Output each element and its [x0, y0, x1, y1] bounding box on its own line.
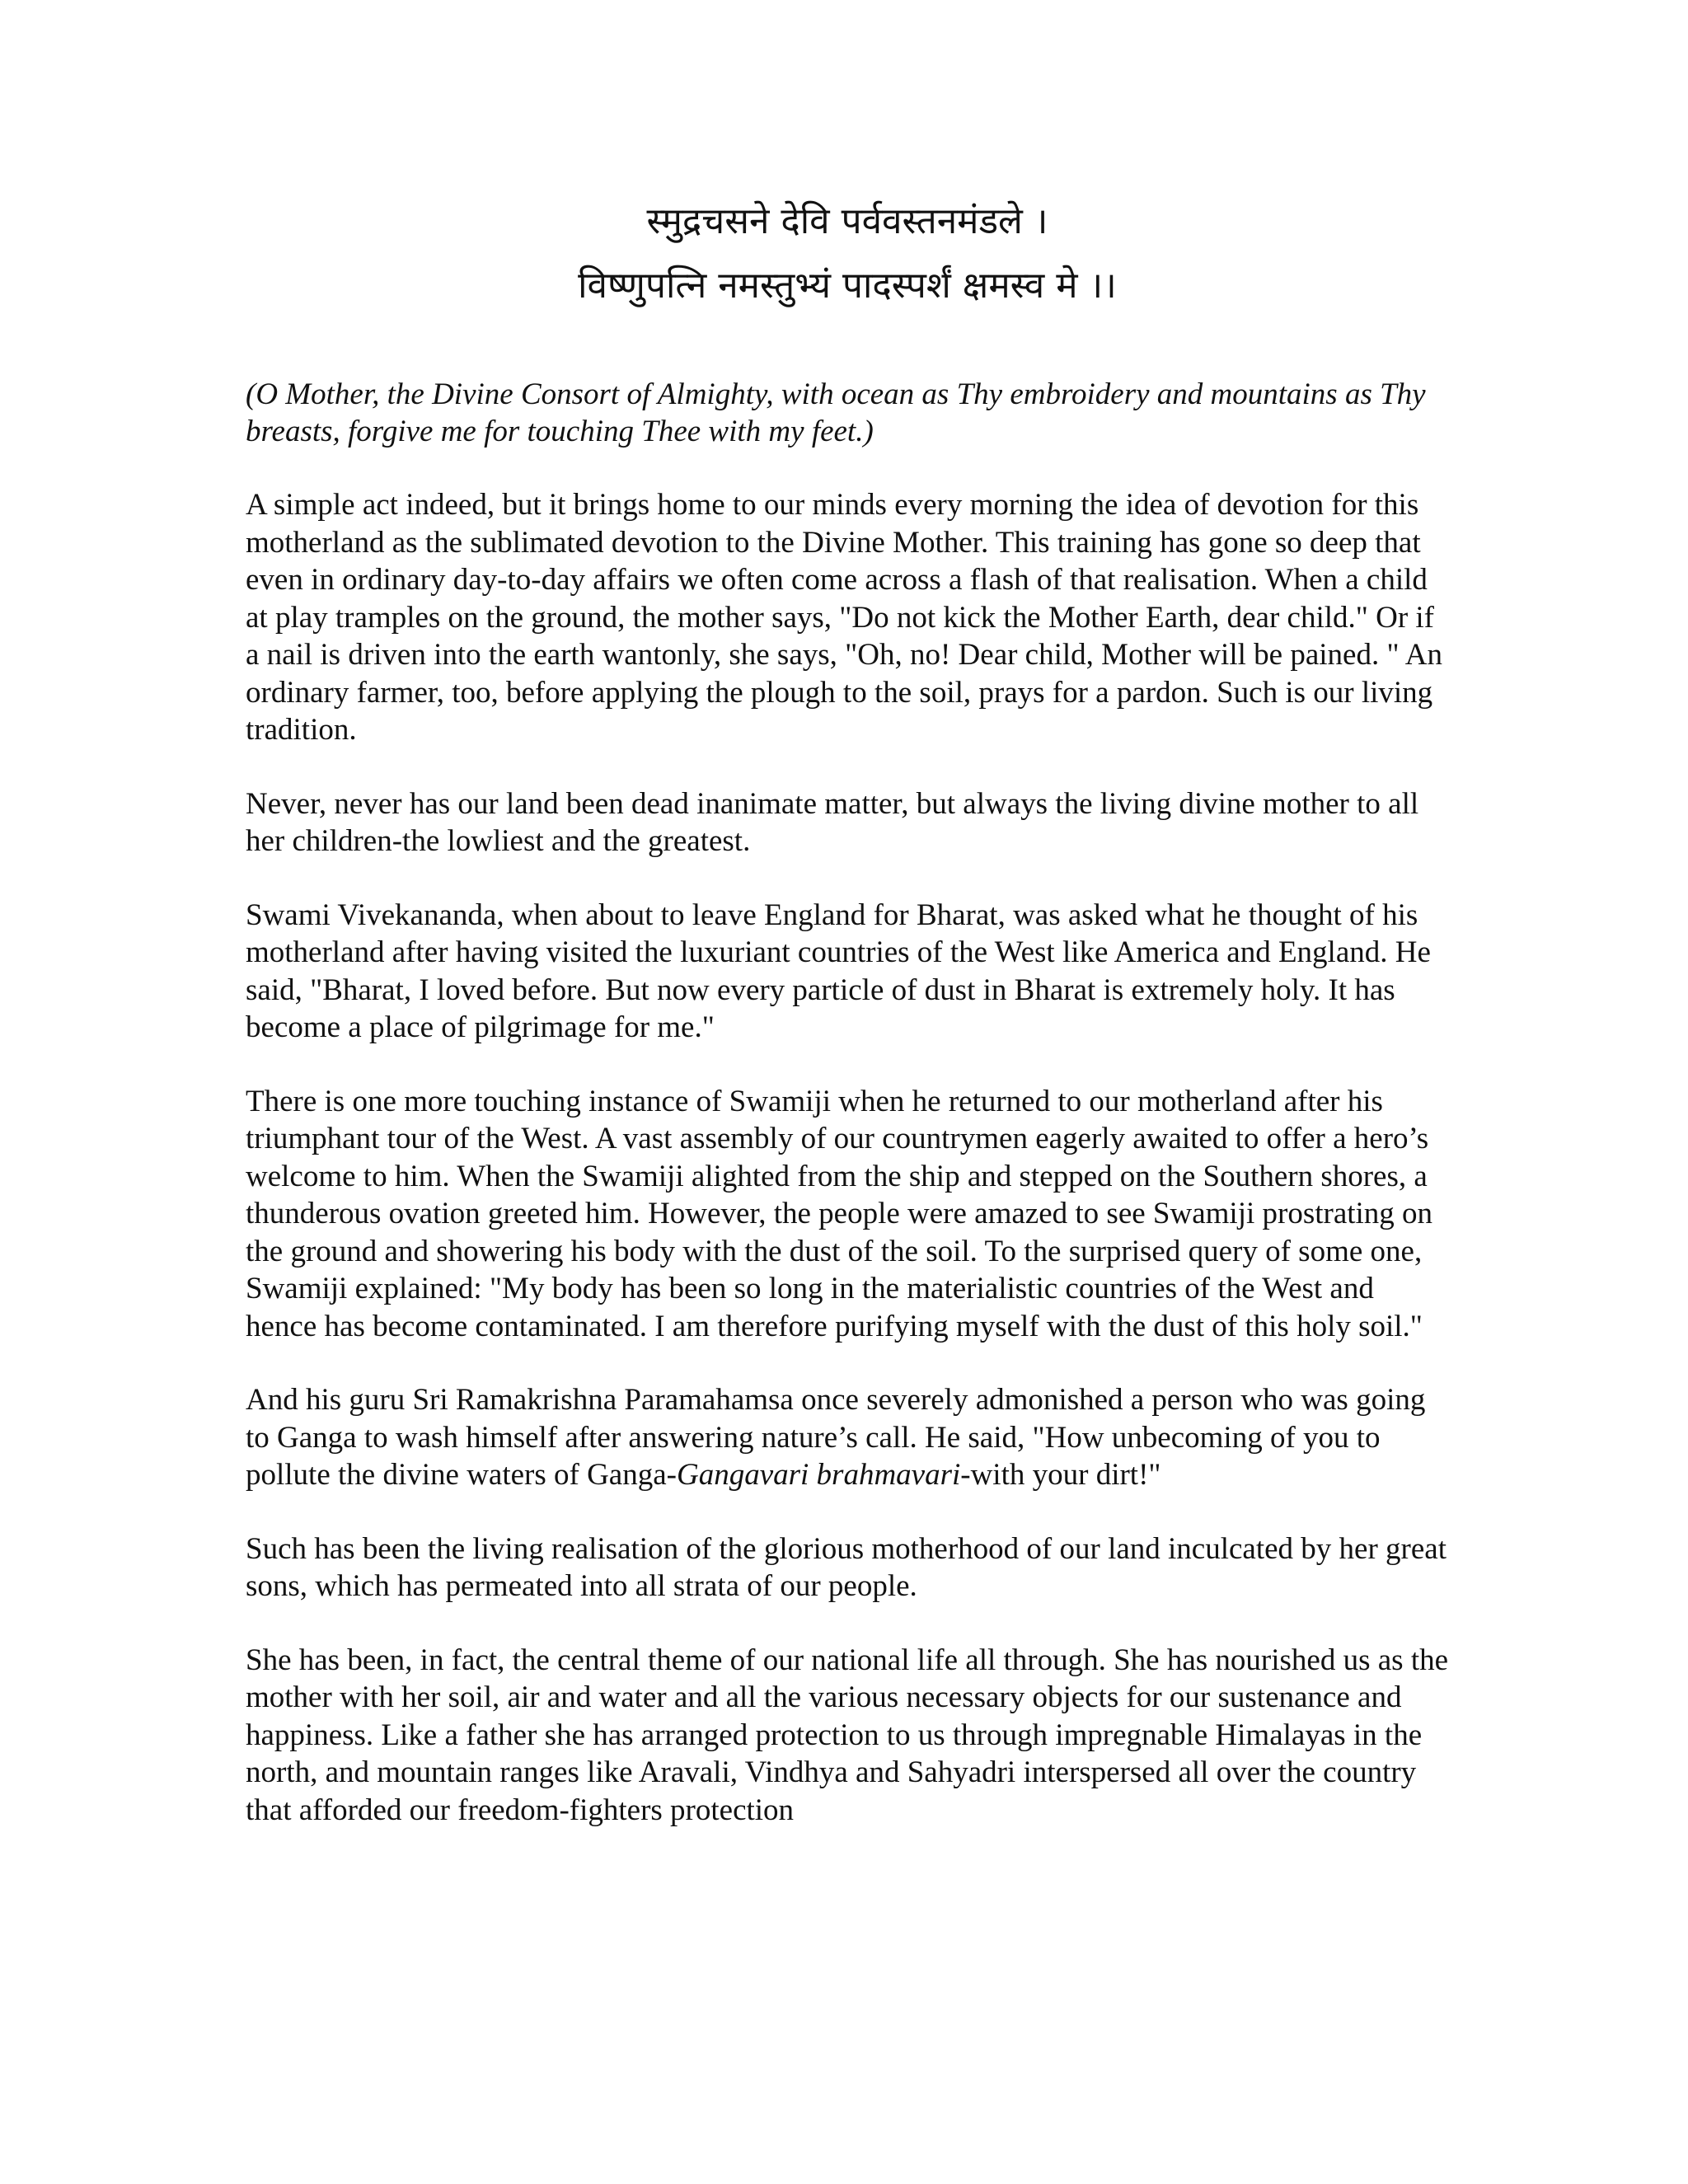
paragraph-5-italic-phrase: Gangavari brahmavari: [676, 1458, 961, 1492]
paragraph-2: Never, never has our land been dead inanimate matter, but always the living divine mother to all her children-the lowliest and the greatest.: [246, 786, 1419, 858]
paragraph-5-end: -with your dirt!": [960, 1458, 1161, 1492]
paragraph-5-start: And his guru Sri Ramakrishna Paramahamsa once severely admonished a person who was going to Ganga to wash himself after answering nature’s call. He said, "How unbecoming of you to pollute the divine waters of Ganga-: [246, 1383, 1426, 1492]
verse-line-2: विष्णुपत्नि नमस्तुभ्यं पादस्पर्शं क्षमस्व मे ।।: [578, 265, 1117, 307]
paragraph-4: There is one more touching instance of Swamiji when he returned to our motherland after his triumphant tour of the West. A vast assembly of our countrymen eagerly awaited to offer a hero’s welcome to him. When the Swamiji alighted from the ship and stepped on the Southern shores, a thunderous ovation greeted him. However, the people were amazed to see Swamiji prostrating on the ground and showering his body with the dust of the soil. To the surprised query of some one, Swamiji explained: "My body has been so long in the materialistic countries of the West and hence has become contaminated. I am therefore purifying myself with the dust of this holy soil.": [246, 1084, 1433, 1343]
paragraph-5: [246, 1381, 1449, 1494]
paragraph-3: Swami Vivekananda, when about to leave England for Bharat, was asked what he thought of his motherland after having visited the luxuriant countries of the West like America and England. He said, "Bharat, I loved before. But now every particle of dust in Bharat is extremely holy. It has become a place of pilgrimage for me.": [246, 898, 1431, 1044]
paragraph-7: She has been, in fact, the central theme of our national life all through. She has nourished us as the mother with her soil, air and water and all the various necessary objects for our sustenance and happiness. Like a father she has arranged protection to us through impregnable Himalayas in the north, and mountain ranges like Aravali, Vindhya and Sahyadri interspersed all over the country that afforded our freedom-fighters protection: [246, 1643, 1449, 1827]
sanskrit-verse: [246, 190, 1449, 318]
document-page: [246, 190, 1449, 1829]
verse-translation: (O Mother, the Divine Consort of Almighty, with ocean as Thy embroidery and mountains as Thy breasts, forgive me for touching Thee with my feet.): [246, 377, 1426, 448]
paragraph-6: Such has been the living realisation of the glorious motherhood of our land inculcated by her great sons, which has permeated into all strata of our people.: [246, 1531, 1447, 1603]
paragraph-1: A simple act indeed, but it brings home to our minds every morning the idea of devotion for this motherland as the sublimated devotion to the Divine Mother. This training has gone so deep that even in ordinary day-to-day affairs we often come across a flash of that realisation. When a child at play tramples on the ground, the mother says, "Do not kick the Mother Earth, dear child." Or if a nail is driven into the earth wantonly, she says, "Oh, no! Dear child, Mother will be pained. " An ordinary farmer, too, before applying the plough to the soil, prays for a pardon. Such is our living tradition.: [246, 488, 1442, 747]
verse-line-1: स्मुद्रचसने देवि पर्ववस्तनमंडले ।: [646, 200, 1048, 242]
